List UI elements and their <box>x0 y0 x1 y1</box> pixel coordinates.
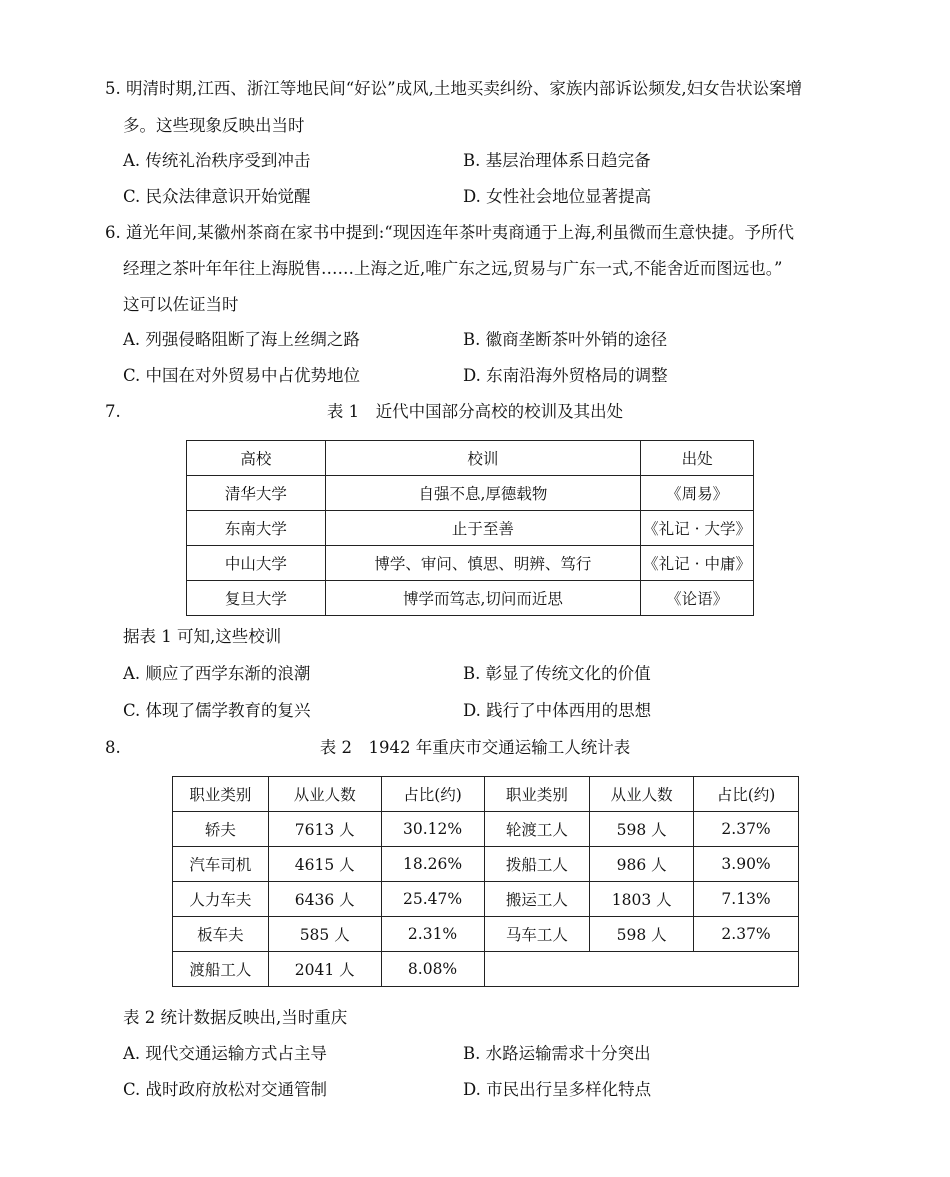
q7-table-caption: 表 1 近代中国部分高校的校训及其出处 <box>326 402 624 421</box>
header-cell: 高校 <box>187 441 326 476</box>
table-cell: 自强不息,厚德载物 <box>325 476 640 511</box>
q5-stem-line-2: 多。这些现象反映出当时 <box>123 116 305 135</box>
q7-option-d[interactable]: D. 践行了中体西用的思想 <box>463 701 652 720</box>
q6-stem-line-2: 经理之茶叶年年往上海脱售……上海之近,唯广东之远,贸易与广东一式,不能舍近而图远也。” <box>123 259 783 278</box>
header-cell: 从业人数 <box>590 777 694 812</box>
table-cell: 《礼记 · 大学》 <box>641 511 754 546</box>
table-cell: 渡船工人 <box>173 952 269 987</box>
q8-number: 8. <box>105 738 121 757</box>
q5-stem-line-1: 5. 明清时期,江西、浙江等地民间“好讼”成风,土地买卖纠纷、家族内部诉讼频发,妇女告状讼案增 <box>105 79 803 98</box>
table-cell: 人力车夫 <box>173 882 269 917</box>
table-cell: 30.12% <box>381 812 484 847</box>
q6-option-a[interactable]: A. 列强侵略阻断了海上丝绸之路 <box>123 330 360 349</box>
q6-stem-line-1: 6. 道光年间,某徽州茶商在家书中提到:“现因连年茶叶夷商通于上海,利虽微而生意快捷。予所代 <box>105 223 794 242</box>
q6-option-b[interactable]: B. 徽商垄断茶叶外销的途径 <box>463 330 668 349</box>
table-cell: 博学、审问、慎思、明辨、笃行 <box>325 546 640 581</box>
table-header-row <box>173 777 799 812</box>
table-row <box>173 847 799 882</box>
table-cell: 清华大学 <box>187 476 326 511</box>
q8-option-b[interactable]: B. 水路运输需求十分突出 <box>463 1044 651 1063</box>
table-cell: 2.37% <box>694 917 799 952</box>
table-cell: 汽车司机 <box>173 847 269 882</box>
empty-cell <box>484 952 799 987</box>
table-cell: 东南大学 <box>187 511 326 546</box>
table-cell: 轿夫 <box>173 812 269 847</box>
q6-option-d[interactable]: D. 东南沿海外贸格局的调整 <box>463 366 668 385</box>
table-cell: 轮渡工人 <box>484 812 590 847</box>
table-cell: 《论语》 <box>641 581 754 616</box>
table-row <box>173 952 799 987</box>
q7-option-a[interactable]: A. 顺应了西学东渐的浪潮 <box>123 664 311 683</box>
table-cell: 18.26% <box>381 847 484 882</box>
table-cell: 4615 人 <box>268 847 381 882</box>
q5-option-c[interactable]: C. 民众法律意识开始觉醒 <box>123 187 311 206</box>
table-cell: 598 人 <box>590 812 694 847</box>
q5-option-b[interactable]: B. 基层治理体系日趋完备 <box>463 151 651 170</box>
header-cell: 出处 <box>641 441 754 476</box>
table-cell: 986 人 <box>590 847 694 882</box>
table-cell: 7.13% <box>694 882 799 917</box>
table-cell: 8.08% <box>381 952 484 987</box>
header-cell: 从业人数 <box>268 777 381 812</box>
q8-option-d[interactable]: D. 市民出行呈多样化特点 <box>463 1080 652 1099</box>
table-cell: 7613 人 <box>268 812 381 847</box>
q7-option-c[interactable]: C. 体现了儒学教育的复兴 <box>123 701 311 720</box>
q8-table <box>172 776 799 987</box>
q7-stem: 据表 1 可知,这些校训 <box>123 627 282 646</box>
q6-stem-line-3: 这可以佐证当时 <box>123 295 239 314</box>
table-row <box>173 812 799 847</box>
table-cell: 博学而笃志,切问而近思 <box>325 581 640 616</box>
header-cell: 职业类别 <box>173 777 269 812</box>
table-cell: 2.37% <box>694 812 799 847</box>
table-cell: 2041 人 <box>268 952 381 987</box>
table-row <box>187 511 754 546</box>
table-cell: 板车夫 <box>173 917 269 952</box>
table-cell: 拨船工人 <box>484 847 590 882</box>
table-cell: 《周易》 <box>641 476 754 511</box>
q7-number: 7. <box>105 402 121 421</box>
table-cell: 搬运工人 <box>484 882 590 917</box>
table-row <box>187 581 754 616</box>
q6-option-c[interactable]: C. 中国在对外贸易中占优势地位 <box>123 366 361 385</box>
table-cell: 25.47% <box>381 882 484 917</box>
table-cell: 复旦大学 <box>187 581 326 616</box>
table-row <box>187 476 754 511</box>
q5-option-d[interactable]: D. 女性社会地位显著提高 <box>463 187 652 206</box>
table-cell: 马车工人 <box>484 917 590 952</box>
table-cell: 6436 人 <box>268 882 381 917</box>
q5-option-a[interactable]: A. 传统礼治秩序受到冲击 <box>123 151 311 170</box>
header-cell: 占比(约) <box>694 777 799 812</box>
table-row <box>173 882 799 917</box>
table-header-row <box>187 441 754 476</box>
header-cell: 校训 <box>325 441 640 476</box>
table-cell: 598 人 <box>590 917 694 952</box>
table-cell: 585 人 <box>268 917 381 952</box>
table-cell: 2.31% <box>381 917 484 952</box>
q8-option-a[interactable]: A. 现代交通运输方式占主导 <box>123 1044 327 1063</box>
table-cell: 中山大学 <box>187 546 326 581</box>
header-cell: 职业类别 <box>484 777 590 812</box>
table-cell: 3.90% <box>694 847 799 882</box>
table-row <box>187 546 754 581</box>
table-row <box>173 917 799 952</box>
q8-stem: 表 2 统计数据反映出,当时重庆 <box>123 1008 348 1027</box>
table-cell: 止于至善 <box>325 511 640 546</box>
q7-option-b[interactable]: B. 彰显了传统文化的价值 <box>463 664 651 683</box>
table-cell: 1803 人 <box>590 882 694 917</box>
q8-table-caption: 表 2 1942 年重庆市交通运输工人统计表 <box>319 738 631 757</box>
header-cell: 占比(约) <box>381 777 484 812</box>
q7-table <box>186 440 754 616</box>
table-cell: 《礼记 · 中庸》 <box>641 546 754 581</box>
q8-option-c[interactable]: C. 战时政府放松对交通管制 <box>123 1080 328 1099</box>
